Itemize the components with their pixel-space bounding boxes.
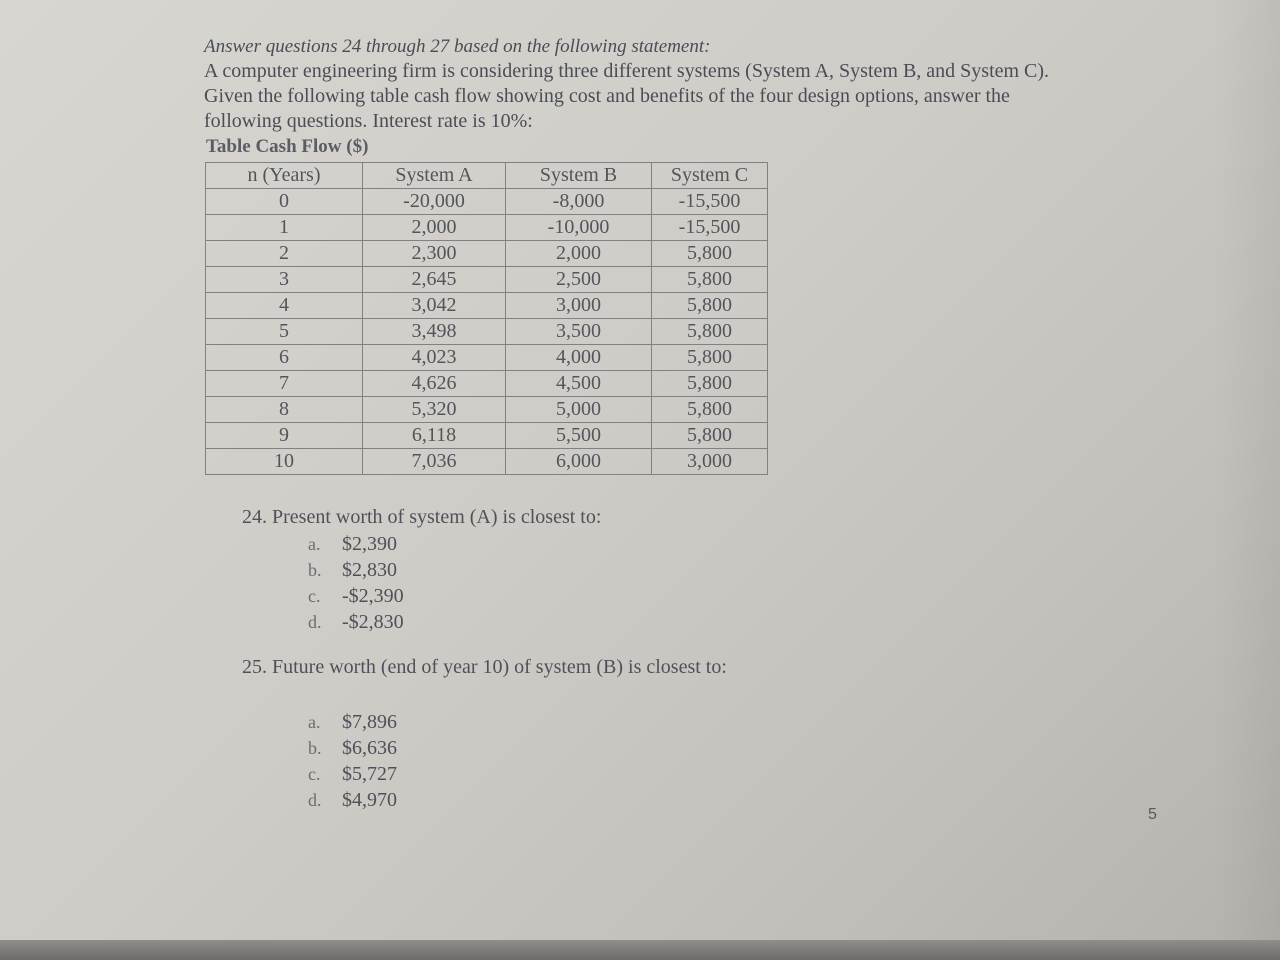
table-row xyxy=(206,449,768,475)
cell-system-a: 5,320 xyxy=(363,397,506,423)
option-label: a. xyxy=(308,534,321,554)
option-label: d. xyxy=(308,790,322,810)
cell-system-a: 6,118 xyxy=(363,423,506,449)
table-row xyxy=(206,267,768,293)
cell-year: 1 xyxy=(206,215,363,241)
cell-system-c: 5,800 xyxy=(652,397,768,423)
option-d xyxy=(308,787,727,813)
intro-line-1: A computer engineering firm is considering three different systems (System A, System B, and System C). xyxy=(204,60,1050,82)
cell-system-b: 3,000 xyxy=(506,293,652,319)
page-number: 5 xyxy=(1148,806,1157,823)
cell-system-c: 5,800 xyxy=(652,241,768,267)
table-row xyxy=(206,423,768,449)
table-row xyxy=(206,189,768,215)
option-text: $2,830 xyxy=(342,559,397,581)
table-caption: Table Cash Flow ($) xyxy=(206,136,369,157)
option-d xyxy=(308,609,601,635)
table-row xyxy=(206,319,768,345)
cell-system-b: 3,500 xyxy=(506,319,652,345)
cell-system-c: 3,000 xyxy=(652,449,768,475)
option-b xyxy=(308,557,601,583)
cell-year: 8 xyxy=(206,397,363,423)
table-row xyxy=(206,345,768,371)
table-row xyxy=(206,215,768,241)
cell-system-b: -8,000 xyxy=(506,189,652,215)
option-b xyxy=(308,735,727,761)
cell-system-c: 5,800 xyxy=(652,293,768,319)
question-stem: 24. Present worth of system (A) is closest to: xyxy=(242,506,602,528)
table-header-row xyxy=(206,163,768,189)
cell-system-a: 2,300 xyxy=(363,241,506,267)
cell-system-b: 2,000 xyxy=(506,241,652,267)
question-24 xyxy=(242,506,601,635)
option-c xyxy=(308,761,727,787)
answer-options xyxy=(308,531,601,635)
cell-system-a: 3,042 xyxy=(363,293,506,319)
header-years: n (Years) xyxy=(206,163,363,189)
cell-year: 9 xyxy=(206,423,363,449)
cell-system-c: 5,800 xyxy=(652,345,768,371)
screen-bezel xyxy=(0,940,1280,960)
cell-year: 5 xyxy=(206,319,363,345)
option-text: $4,970 xyxy=(342,789,397,811)
cell-system-a: 4,023 xyxy=(363,345,506,371)
option-text: $2,390 xyxy=(342,533,397,555)
option-text: $7,896 xyxy=(342,711,397,733)
intro-statement xyxy=(204,34,1164,134)
question-25 xyxy=(242,656,727,813)
option-label: b. xyxy=(308,560,322,580)
question-stem: 25. Future worth (end of year 10) of system (B) is closest to: xyxy=(242,656,727,678)
answer-options xyxy=(308,709,727,813)
option-text: $6,636 xyxy=(342,737,397,759)
option-text: -$2,830 xyxy=(342,611,404,633)
cell-system-b: 4,500 xyxy=(506,371,652,397)
cell-system-b: -10,000 xyxy=(506,215,652,241)
header-system-b: System B xyxy=(506,163,652,189)
cell-system-a: 2,000 xyxy=(363,215,506,241)
cell-system-c: 5,800 xyxy=(652,319,768,345)
cell-year: 0 xyxy=(206,189,363,215)
table-row xyxy=(206,241,768,267)
option-a xyxy=(308,709,727,735)
option-label: b. xyxy=(308,738,322,758)
header-system-a: System A xyxy=(363,163,506,189)
cell-system-b: 5,500 xyxy=(506,423,652,449)
option-label: c. xyxy=(308,586,321,606)
page-shadow xyxy=(1212,0,1280,940)
cell-year: 10 xyxy=(206,449,363,475)
cell-system-b: 4,000 xyxy=(506,345,652,371)
cell-system-c: 5,800 xyxy=(652,423,768,449)
table-row xyxy=(206,397,768,423)
table-row xyxy=(206,371,768,397)
option-text: $5,727 xyxy=(342,763,397,785)
cell-system-b: 2,500 xyxy=(506,267,652,293)
option-label: c. xyxy=(308,764,321,784)
cell-system-a: -20,000 xyxy=(363,189,506,215)
cell-year: 4 xyxy=(206,293,363,319)
cell-system-c: -15,500 xyxy=(652,189,768,215)
intro-line-2: Given the following table cash flow showing cost and benefits of the four design options, answer the xyxy=(204,85,1010,107)
cell-system-a: 3,498 xyxy=(363,319,506,345)
cell-year: 2 xyxy=(206,241,363,267)
option-c xyxy=(308,583,601,609)
option-a xyxy=(308,531,601,557)
option-label: a. xyxy=(308,712,321,732)
intro-lead: Answer questions 24 through 27 based on the following statement: xyxy=(204,36,711,57)
cell-year: 7 xyxy=(206,371,363,397)
cell-system-b: 5,000 xyxy=(506,397,652,423)
cell-system-a: 4,626 xyxy=(363,371,506,397)
cash-flow-table xyxy=(205,162,768,475)
table-row xyxy=(206,293,768,319)
cell-system-a: 2,645 xyxy=(363,267,506,293)
option-label: d. xyxy=(308,612,322,632)
cell-system-a: 7,036 xyxy=(363,449,506,475)
cell-year: 6 xyxy=(206,345,363,371)
cell-system-c: -15,500 xyxy=(652,215,768,241)
cell-system-b: 6,000 xyxy=(506,449,652,475)
option-text: -$2,390 xyxy=(342,585,404,607)
header-system-c: System C xyxy=(652,163,768,189)
cell-system-c: 5,800 xyxy=(652,371,768,397)
cell-year: 3 xyxy=(206,267,363,293)
intro-line-3: following questions. Interest rate is 10%: xyxy=(204,110,533,132)
cell-system-c: 5,800 xyxy=(652,267,768,293)
